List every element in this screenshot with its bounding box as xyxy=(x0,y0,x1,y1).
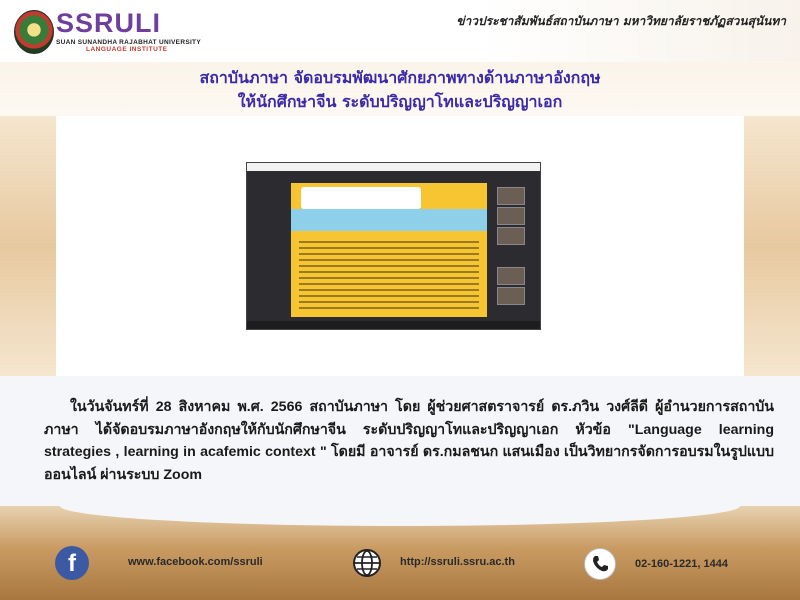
footer xyxy=(0,506,800,600)
page-title-line2: ให้นักศึกษาจีน ระดับปริญญาโทและปริญญาเอก xyxy=(237,92,563,111)
participant-tile xyxy=(497,207,525,225)
participant-panel xyxy=(493,183,531,317)
shared-slide xyxy=(291,183,487,317)
facebook-icon[interactable]: f xyxy=(55,546,89,580)
screenshot-toolbar xyxy=(247,321,540,329)
title-band xyxy=(0,62,800,116)
news-description: ในวันจันทร์ที่ 28 สิงหาคม พ.ศ. 2566 สถาบันภาษา โดย ผู้ช่วยศาสตราจารย์ ดร.ภวิน วงศ์ลีดี ผู้อำนวยการสถาบันภาษา ได้จัดอบรมภาษาอังกฤษให้กับนักศึกษาจีน ระดับปริญญาโทและปริญญาเอก หัวข้อ "Language learning strategies , learning in acafemic context " โดยมี อาจารย์ ดร.กมลชนก แสนเมือง เป็นวิทยากรจัดการอบรมในรูปแบบออนไลน์ ผ่านระบบ Zoom xyxy=(44,399,774,483)
meeting-screenshot xyxy=(246,162,541,330)
header-caption: ข่าวประชาสัมพันธ์สถาบันภาษา มหาวิทยาลัยราชภัฏสวนสุนันทา xyxy=(456,14,786,28)
participant-tile xyxy=(497,287,525,305)
page-title-line1: สถาบันภาษา จัดอบรมพัฒนาศักยภาพทางด้านภาษาอังกฤษ xyxy=(199,68,601,87)
screenshot-topbar xyxy=(247,163,540,171)
participant-tile xyxy=(497,267,525,285)
header xyxy=(0,0,800,62)
university-line: SUAN SUNANDHA RAJABHAT UNIVERSITY xyxy=(56,39,201,46)
decor-left xyxy=(0,116,60,376)
institute-line: LANGUAGE INSTITUTE xyxy=(86,46,168,53)
facebook-link[interactable]: www.facebook.com/ssruli xyxy=(128,556,263,568)
website-link[interactable]: http://ssruli.ssru.ac.th xyxy=(400,556,515,568)
university-seal-icon xyxy=(14,10,54,54)
phone-icon[interactable] xyxy=(584,548,616,580)
brand-name: SSRULI xyxy=(56,8,162,38)
phone-number[interactable]: 02-160-1221, 1444 xyxy=(635,558,728,570)
slide-body-text xyxy=(299,237,479,313)
brand-block xyxy=(56,10,201,53)
footer-arc xyxy=(60,486,740,526)
phone-glyph-icon xyxy=(585,549,615,579)
globe-icon[interactable] xyxy=(353,549,381,577)
participant-tile xyxy=(497,187,525,205)
slide-heading-band xyxy=(291,209,487,231)
decor-right xyxy=(740,116,800,376)
slide-intro-card xyxy=(301,187,421,209)
participant-tile xyxy=(497,227,525,245)
